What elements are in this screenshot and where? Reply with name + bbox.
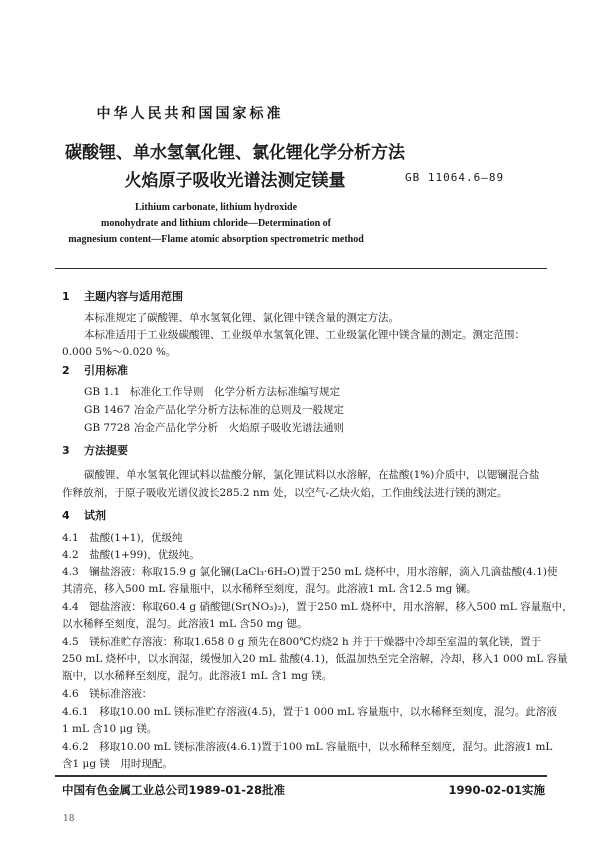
reagent-line: 4.4 锶盐溶液：称取60.4 g 硝酸锶(Sr(NO₃)₂)，置于250 mL 烧杯中，用水溶解，移入500 mL 容量瓶中，	[62, 601, 573, 613]
english-title-line: Lithium carbonate, lithium hydroxide	[134, 202, 298, 213]
english-title-line: monohydrate and lithium chloride—Determination of	[101, 218, 331, 229]
reference-item: GB 1467 冶金产品化学分析方法标准的总则及一般规定	[84, 404, 344, 416]
section-2-heading: 2 引用标准	[62, 364, 128, 377]
section-4-heading: 4 试剂	[62, 509, 106, 522]
reagent-line: 瓶中，以水稀释至刻度，混匀。此溶液1 mL 含1 mg 镁。	[62, 670, 333, 682]
paragraph-line: 本标准规定了碳酸锂、单水氢氧化锂、氯化锂中镁含量的测定方法。	[84, 312, 399, 324]
reference-item: GB 1.1 标准化工作导则 化学分析方法标准编写规定	[84, 386, 340, 398]
standard-code: GB 11064.6—89	[405, 171, 505, 184]
approval-text: 中国有色金属工业总公司1989-01-28批准	[62, 783, 286, 797]
title-line-2: 火焰原子吸收光谱法测定镁量	[124, 171, 346, 191]
reagent-line: 以水稀释至刻度，混匀。此溶液1 mL 含50 mg 锶。	[62, 618, 308, 630]
standard-header: 中华人民共和国国家标准	[96, 106, 284, 122]
english-title-line: magnesium content—Flame atomic absorption spectrometric method	[68, 234, 364, 245]
reference-item: GB 7728 冶金产品化学分析 火焰原子吸收光谱法通则	[84, 422, 344, 434]
paragraph-line: 本标准适用于工业级碳酸锂、工业级单水氢氧化锂、工业级氯化锂中镁含量的测定。测定范围：	[84, 329, 525, 341]
reagent-line: 4.2 盐酸(1+99)，优级纯。	[62, 549, 200, 561]
section-3-heading: 3 方法提要	[62, 444, 128, 457]
reagent-line: 4.6 镁标准溶液：	[62, 688, 153, 700]
effective-date: 1990-02-01实施	[448, 783, 545, 797]
reagent-line: 4.6.1 移取10.00 mL 镁标准贮存溶液(4.5)，置于1 000 mL 容量瓶中，以水稀释至刻度，混匀。此溶液	[62, 706, 557, 718]
reagent-line: 4.6.2 移取10.00 mL 镁标准溶液(4.6.1)置于100 mL 容量瓶中，以水稀释至刻度，混匀。此溶液1 mL	[62, 741, 553, 753]
reagent-line: 4.1 盐酸(1+1)，优级纯	[62, 532, 183, 544]
section-1-heading: 1 主题内容与适用范围	[62, 290, 183, 303]
paragraph-line: 0.000 5%～0.020 %。	[62, 346, 177, 358]
reagent-line: 含1 μg 镁 用时现配。	[62, 758, 173, 770]
header-divider	[55, 268, 547, 269]
reagent-line: 4.5 镁标准贮存溶液：称取1.658 0 g 预先在800℃灼烧2 h 并于干燥器中冷却至室温的氧化镁，置于	[62, 636, 542, 648]
reagent-line: 其清亮，移入500 mL 容量瓶中，以水稀释至刻度，混匀。此溶液1 mL 含12.5 mg 镧。	[62, 583, 477, 595]
paragraph-line: 碳酸锂、单水氢氧化锂试料以盐酸分解，氯化锂试料以水溶解，在盐酸(1%)介质中，以锶镧混合盐	[84, 469, 540, 481]
reagent-line: 1 mL 含10 μg 镁。	[62, 723, 158, 735]
title-line-1: 碳酸锂、单水氢氧化锂、氯化锂化学分析方法	[65, 143, 405, 163]
paragraph-line: 作释放剂，于原子吸收光谱仪波长285.2 nm 处，以空气-乙炔火焰，工作曲线法进行镁的测定。	[62, 487, 508, 499]
reagent-line: 4.3 镧盐溶液：称取15.9 g 氯化镧(LaCl₃·6H₂O)置于250 mL 烧杯中，用水溶解，滴入几滴盐酸(4.1)使	[62, 566, 558, 578]
footer-divider	[55, 775, 547, 777]
reagent-line: 250 mL 烧杯中，以水润湿，缓慢加入20 mL 盐酸(4.1)，低温加热至完全溶解，冷却，移入1 000 mL 容量	[62, 653, 568, 665]
page-number: 18	[63, 814, 75, 824]
